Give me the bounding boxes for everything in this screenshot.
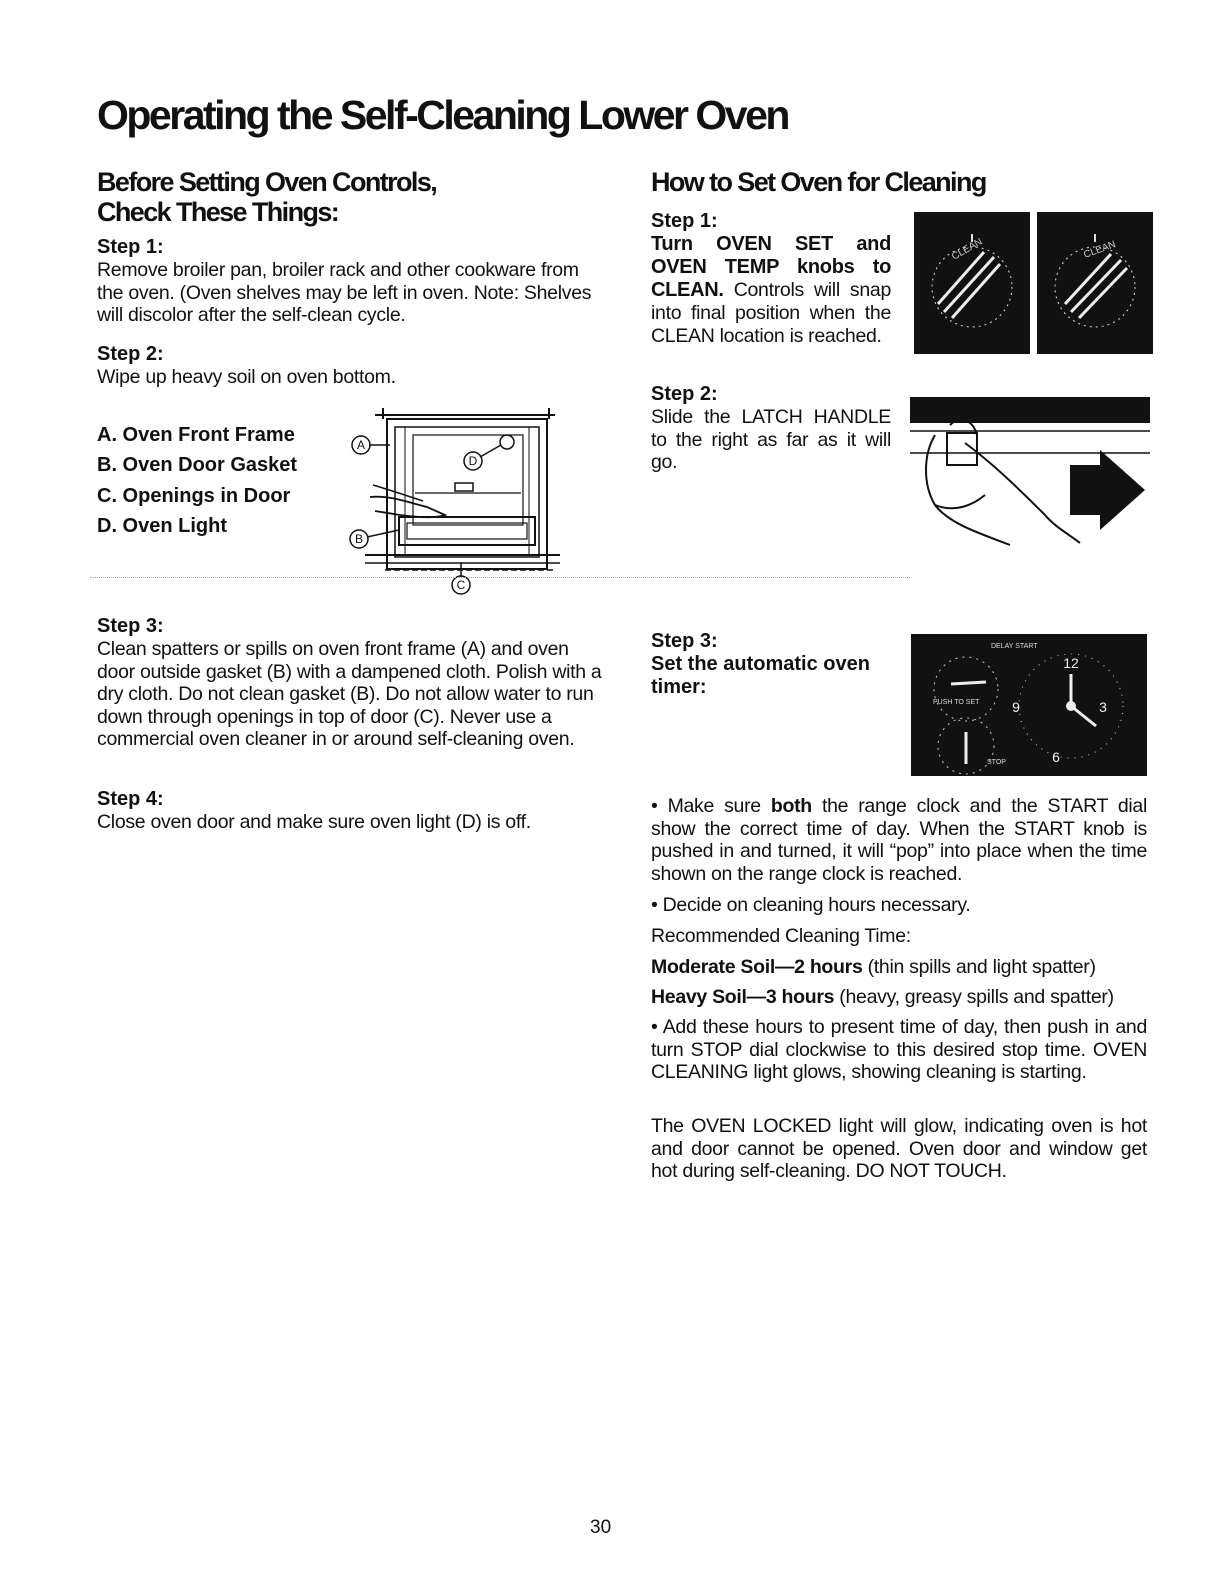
left-step2-label: Step 2: [97,343,164,365]
bullet-decide: • Decide on cleaning hours necessary. [651,894,971,916]
latch-handle-diagram [905,395,1155,555]
left-step1-text: Remove broiler pan, broiler rack and other cookware from the oven. (Oven shelves may be left in oven. Note: Shelves will discolor after the self-clean cycle. [97,259,592,326]
bullet1-bold: both [770,795,812,817]
clock-12: 12 [1063,655,1079,671]
left-step1-label: Step 1: [97,236,164,258]
clock-stop-label: STOP [987,759,1006,766]
clock-6: 6 [1052,749,1060,765]
right-step1-bold: Turn OVEN SET and OVEN TEMP knobs to CLEAN. [651,233,891,301]
right-step1-label: Step 1: [651,210,718,232]
right-step1-text: Controls will snap into final position when the CLEAN location is reached. [651,279,891,347]
clock-3: 3 [1099,699,1107,715]
page-number: 30 [590,1517,612,1538]
callout-d: D [468,454,478,468]
heavy-soil-line [651,986,1151,1009]
left-step4-label: Step 4: [97,788,164,810]
section-divider [90,577,910,578]
left-step4-text: Close oven door and make sure oven light (D) is off. [97,811,531,833]
right-step2-text: Slide the LATCH HANDLE to the right as far as it will go. [651,406,891,473]
bullet-make-sure [651,795,1147,885]
knob1-clean-label: CLEAN [950,236,985,263]
page-title: Operating the Self-Cleaning Lower Oven [97,92,788,138]
bullet-add-hours: • Add these hours to present time of day, then push in and turn STOP dial clockwise to this desired stop time. OVEN CLEANING light glows, showing cleaning is starting. [651,1016,1147,1083]
moderate-text: (thin spills and light spatter) [862,956,1096,978]
right-heading: How to Set Oven for Cleaning [651,167,986,197]
callout-a: A [356,438,366,452]
left-step2-text: Wipe up heavy soil on oven bottom. [97,366,396,388]
oven-temp-knob-image [1037,212,1153,354]
part-label-a: A. Oven Front Frame [97,424,295,446]
callout-c: C [456,578,466,592]
left-step3-label: Step 3: [97,615,164,637]
right-step2-label: Step 2: [651,383,718,405]
right-step3-label: Step 3: [651,630,718,652]
right-step3-bold: Set the automatic oven timer: [651,653,870,698]
moderate-soil-line [651,956,1151,979]
oven-locked-note: The OVEN LOCKED light will glow, indicating oven is hot and door cannot be opened. Oven door and window get hot during self-cleaning. DO NOT TOUCH. [651,1115,1147,1182]
recommended-label: Recommended Cleaning Time: [651,925,911,947]
bullet1-pre: • Make sure [651,795,771,817]
heavy-bold: Heavy Soil—3 hours [651,986,835,1008]
clock-push-to-set-label: PUSH TO SET [933,699,980,706]
part-label-d: D. Oven Light [97,515,227,537]
part-label-c: C. Openings in Door [97,485,291,507]
left-heading-line1: Before Setting Oven Controls, [97,167,437,197]
bullet1-post: the range clock and the START dial show the correct time of day. When the START knob is pushed in and turned, it will “pop” into place when the time shown on the range clock is reached. [651,795,1147,885]
oven-timer-image [911,634,1147,776]
moderate-bold: Moderate Soil—2 hours [651,956,863,978]
oven-diagram [335,405,575,615]
heavy-text: (heavy, greasy spills and spatter) [834,986,1114,1008]
clock-9: 9 [1012,699,1020,715]
clock-delay-start-label: DELAY START [991,643,1038,650]
left-step3-text: Clean spatters or spills on oven front frame (A) and oven door outside gasket (B) with a dampened cloth. Polish with a dry cloth. Do not clean gasket (B). Do not allow water to run down through openings in top of door (C). Never use a commercial oven cleaner in or around self-cleaning oven. [97,638,602,750]
callout-b: B [354,532,364,546]
oven-set-knob-image [914,212,1030,354]
part-label-b: B. Oven Door Gasket [97,454,298,476]
left-heading-line2: Check These Things: [97,197,339,227]
knob2-clean-label: CLEAN [1082,239,1118,261]
